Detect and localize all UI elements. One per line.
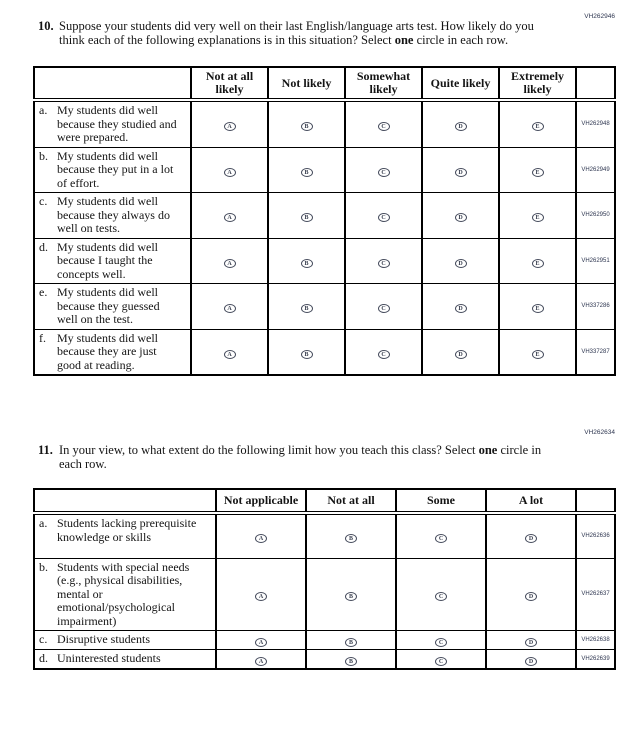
- answer-bubble[interactable]: D: [455, 350, 467, 359]
- row-label: Uninterested students: [57, 651, 161, 665]
- answer-bubble[interactable]: C: [378, 350, 390, 359]
- item-code: VH262950: [576, 193, 615, 239]
- row-label: Students with special needs (e.g., physical disabilities, mental or emotional/psychological impairment): [57, 559, 190, 628]
- answer-bubble[interactable]: D: [525, 638, 537, 647]
- answer-bubble[interactable]: D: [525, 657, 537, 666]
- answer-bubble[interactable]: C: [435, 638, 447, 647]
- item-code: VH262948: [576, 100, 615, 147]
- column-header: Quite likely: [422, 67, 499, 100]
- row-label: My students did well because they guessed well on the test.: [57, 285, 160, 326]
- item-code: VH262636: [576, 513, 615, 558]
- answer-bubble[interactable]: D: [455, 213, 467, 222]
- column-header: Extremely likely: [499, 67, 576, 100]
- question-text-bold: one: [394, 33, 414, 47]
- answer-bubble[interactable]: D: [525, 592, 537, 601]
- q10-response-table: [33, 66, 616, 376]
- answer-bubble[interactable]: D: [525, 534, 537, 543]
- question-text-part: circle in each row.: [59, 443, 542, 471]
- answer-bubble[interactable]: D: [455, 304, 467, 313]
- answer-bubble[interactable]: B: [301, 122, 313, 131]
- answer-bubble[interactable]: B: [301, 259, 313, 268]
- table-row: [34, 558, 615, 631]
- item-code: VH262637: [576, 558, 615, 631]
- answer-bubble[interactable]: A: [224, 259, 236, 268]
- row-label: My students did well because they studied and were prepared.: [57, 103, 177, 144]
- answer-bubble[interactable]: B: [345, 534, 357, 543]
- question-11-section: [33, 428, 617, 670]
- answer-bubble[interactable]: A: [255, 657, 267, 666]
- answer-bubble[interactable]: E: [532, 122, 544, 131]
- empty-header-cell: [34, 489, 216, 513]
- answer-bubble[interactable]: A: [224, 213, 236, 222]
- answer-bubble[interactable]: B: [301, 350, 313, 359]
- item-code: VH262949: [576, 147, 615, 193]
- row-label: My students did well because they put in a lot of effort.: [57, 148, 174, 190]
- question-code: VH262634: [584, 429, 615, 436]
- answer-bubble[interactable]: D: [455, 122, 467, 131]
- item-code: VH262951: [576, 238, 615, 284]
- answer-bubble[interactable]: A: [255, 592, 267, 601]
- answer-bubble[interactable]: A: [224, 350, 236, 359]
- row-letter: c.: [39, 194, 48, 208]
- row-label: My students did well because I taught the concepts well.: [57, 239, 158, 281]
- table-row: [34, 284, 615, 330]
- answer-bubble[interactable]: B: [301, 168, 313, 177]
- table-row: [34, 100, 615, 147]
- question-number: 10.: [38, 19, 54, 33]
- answer-bubble[interactable]: A: [224, 168, 236, 177]
- empty-header-cell: [576, 489, 615, 513]
- answer-bubble[interactable]: C: [378, 304, 390, 313]
- row-label: Disruptive students: [57, 632, 150, 646]
- answer-bubble[interactable]: C: [378, 122, 390, 131]
- question-text-part: circle in each row.: [413, 33, 509, 47]
- row-letter: c.: [39, 632, 48, 646]
- column-header: Not likely: [268, 67, 345, 100]
- answer-bubble[interactable]: C: [435, 534, 447, 543]
- question-text: [59, 19, 561, 47]
- table-row: [34, 650, 615, 670]
- empty-header-cell: [576, 67, 615, 100]
- column-header: Some: [396, 489, 486, 513]
- row-label: My students did well because they are just good at reading.: [57, 330, 158, 372]
- question-text-part: Suppose your students did very well on their last English/language arts test. How likely do you think each of the following explanations is in this situation? Select: [59, 19, 534, 47]
- row-letter: b.: [39, 559, 48, 574]
- row-label: My students did well because they always do well on tests.: [57, 194, 170, 235]
- item-code: VH337286: [576, 284, 615, 330]
- empty-header-cell: [34, 67, 191, 100]
- column-header: Not at all likely: [191, 67, 268, 100]
- question-number: 11.: [38, 443, 53, 457]
- question-text-bold: one: [478, 443, 498, 457]
- answer-bubble[interactable]: E: [532, 213, 544, 222]
- table-row: [34, 193, 615, 239]
- question-10-prompt: [33, 19, 617, 47]
- answer-bubble[interactable]: C: [378, 213, 390, 222]
- item-code: VH262639: [576, 650, 615, 670]
- answer-bubble[interactable]: E: [532, 168, 544, 177]
- table-row: [34, 513, 615, 558]
- answer-bubble[interactable]: B: [345, 657, 357, 666]
- row-letter: e.: [39, 285, 48, 299]
- answer-bubble[interactable]: D: [455, 259, 467, 268]
- answer-bubble[interactable]: E: [532, 304, 544, 313]
- row-letter: a.: [39, 516, 48, 530]
- answer-bubble[interactable]: C: [435, 592, 447, 601]
- answer-bubble[interactable]: C: [435, 657, 447, 666]
- answer-bubble[interactable]: D: [455, 168, 467, 177]
- answer-bubble[interactable]: E: [532, 259, 544, 268]
- question-text: [59, 443, 561, 471]
- column-header: A lot: [486, 489, 576, 513]
- item-code: VH337287: [576, 329, 615, 375]
- answer-bubble[interactable]: A: [224, 304, 236, 313]
- row-letter: b.: [39, 148, 48, 163]
- table-row: [34, 631, 615, 650]
- answer-bubble[interactable]: A: [255, 534, 267, 543]
- table-row: [34, 238, 615, 284]
- answer-bubble[interactable]: A: [255, 638, 267, 647]
- q11-response-table: [33, 488, 616, 670]
- row-label: Students lacking prerequisite knowledge or skills: [57, 516, 197, 544]
- answer-bubble[interactable]: C: [378, 259, 390, 268]
- table-row: [34, 147, 615, 193]
- row-letter: f.: [39, 330, 46, 345]
- header-row: [34, 489, 615, 513]
- answer-bubble[interactable]: A: [224, 122, 236, 131]
- question-11-prompt: [33, 443, 617, 471]
- answer-bubble[interactable]: C: [378, 168, 390, 177]
- question-10-section: [33, 12, 617, 376]
- answer-bubble[interactable]: B: [301, 213, 313, 222]
- answer-bubble[interactable]: B: [345, 592, 357, 601]
- answer-bubble[interactable]: E: [532, 350, 544, 359]
- item-code: VH262638: [576, 631, 615, 650]
- row-letter: d.: [39, 239, 48, 254]
- table-row: [34, 329, 615, 375]
- row-letter: a.: [39, 103, 48, 117]
- question-text-part: In your view, to what extent do the following limit how you teach this class? Select: [59, 443, 479, 457]
- answer-bubble[interactable]: B: [345, 638, 357, 647]
- column-header: Not at all: [306, 489, 396, 513]
- header-row: [34, 67, 615, 100]
- column-header: Somewhat likely: [345, 67, 422, 100]
- answer-bubble[interactable]: B: [301, 304, 313, 313]
- column-header: Not applicable: [216, 489, 306, 513]
- question-code: VH262946: [584, 13, 615, 20]
- row-letter: d.: [39, 651, 48, 665]
